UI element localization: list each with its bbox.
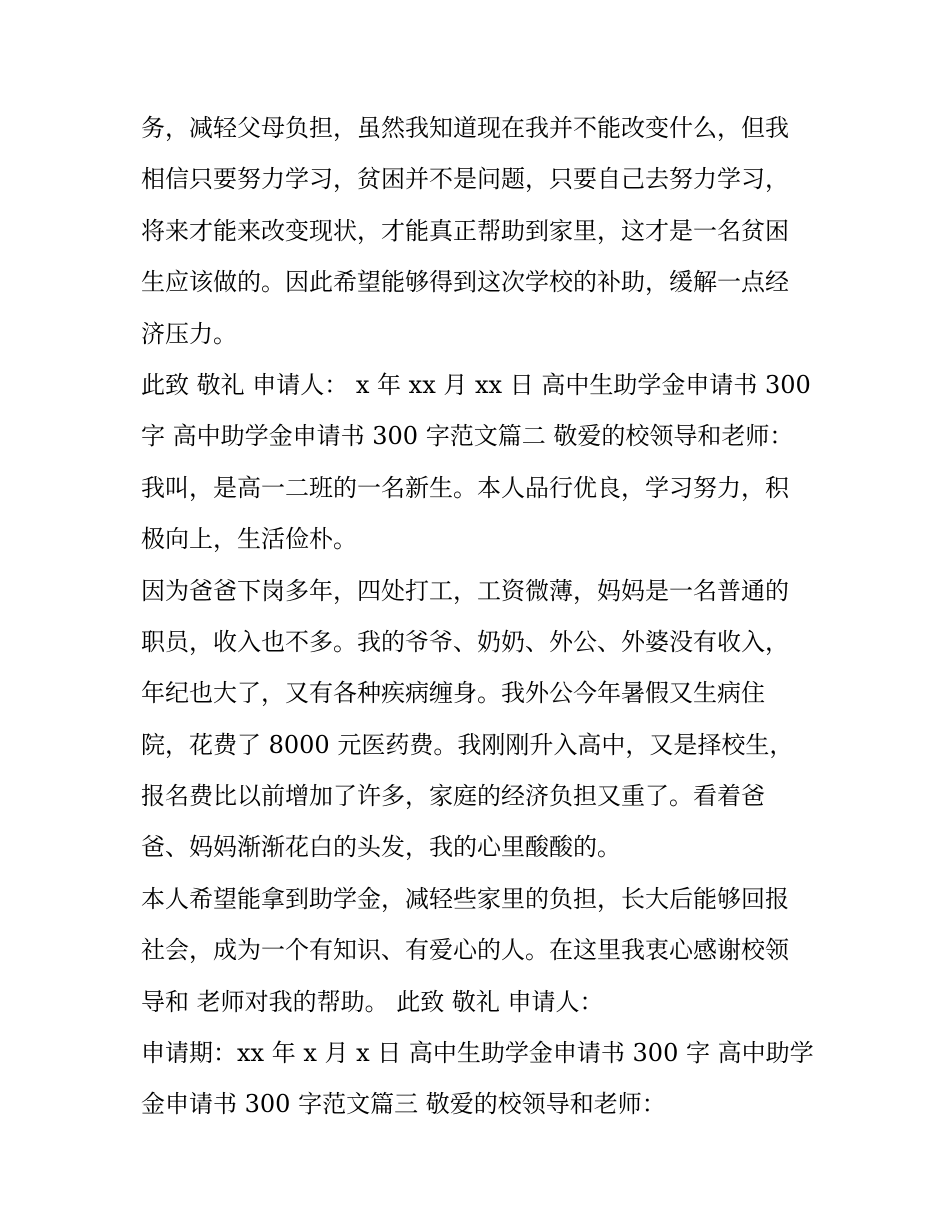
text-line: 相信只要努力学习，贫困并不是问题，只要自己去努力学习， xyxy=(141,165,789,194)
text-line: 爸、妈妈渐渐花白的头发，我的心里酸酸的。 xyxy=(141,833,621,862)
text-line: 济压力。 xyxy=(141,319,237,348)
text-line: 将来才能来改变现状，才能真正帮助到家里，这才是一名贫困 xyxy=(141,216,789,245)
document-body xyxy=(141,103,821,1131)
text-line: 字 高中助学金申请书 300 字范文篇二 敬爱的校领导和老师： xyxy=(141,422,794,451)
text-line: 此致 敬礼 申请人： x 年 xx 月 xx 日 高中生助学金申请书 300 xyxy=(141,370,811,399)
text-line: 务，减轻父母负担，虽然我知道现在我并不能改变什么，但我 xyxy=(141,114,789,142)
text-line: 金申请书 300 字范文篇三 敬爱的校领导和老师： xyxy=(141,1090,666,1119)
text-line: 申请期：xx 年 x 月 x 日 高中生助学金申请书 300 字 高中助学 xyxy=(141,1039,814,1068)
text-line: 我叫，是高一二班的一名新生。本人品行优良，学习努力，积 xyxy=(141,473,789,502)
text-line: 社会，成为一个有知识、有爱心的人。在这里我衷心感谢校领 xyxy=(141,936,789,965)
text-line: 极向上，生活俭朴。 xyxy=(141,525,357,554)
text-line: 院，花费了 8000 元医药费。我刚刚升入高中，又是择校生， xyxy=(141,730,794,759)
text-line: 导和 老师对我的帮助。 此致 敬礼 申请人： xyxy=(141,987,604,1016)
text-line: 本人希望能拿到助学金，减轻些家里的负担，长大后能够回报 xyxy=(141,884,789,913)
text-line: 年纪也大了，又有各种疾病缠身。我外公今年暑假又生病住 xyxy=(141,679,765,708)
text-line: 报名费比以前增加了许多，家庭的经济负担又重了。看着爸 xyxy=(141,782,765,811)
text-line: 生应该做的。因此希望能够得到这次学校的补助，缓解一点经 xyxy=(141,268,789,297)
text-line: 职员，收入也不多。我的爷爷、奶奶、外公、外婆没有收入， xyxy=(141,627,789,656)
text-line: 因为爸爸下岗多年，四处打工，工资微薄，妈妈是一名普通的 xyxy=(141,576,789,605)
